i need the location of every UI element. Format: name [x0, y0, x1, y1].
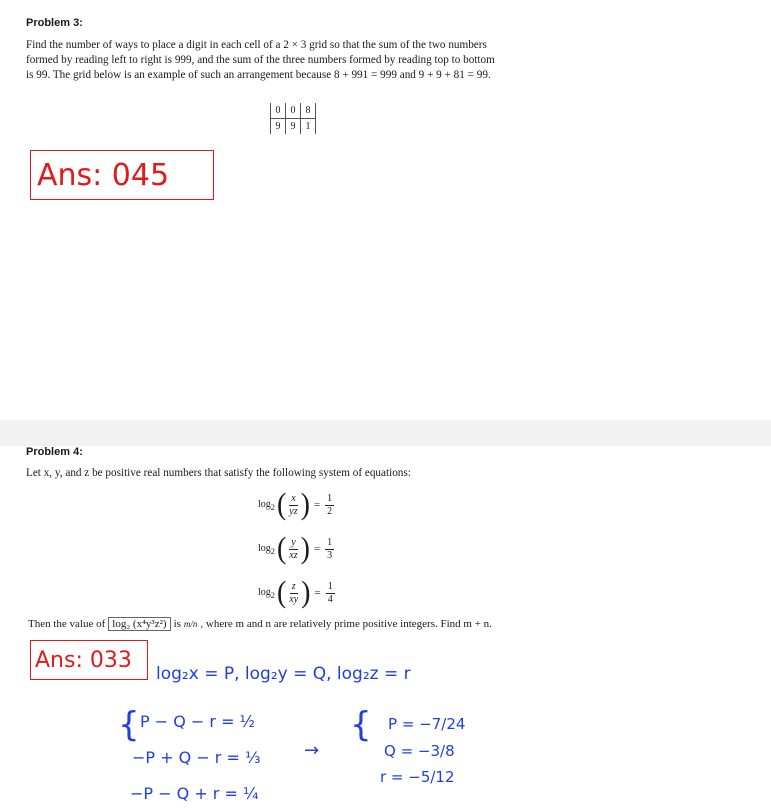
page-separator — [0, 420, 771, 446]
work-eq-1: P − Q − r = ½ — [140, 712, 256, 731]
arrow-icon: → — [304, 740, 320, 761]
log-label: $\log_2$ — [258, 498, 275, 512]
log-label: $\log_2$ — [258, 542, 275, 556]
problem-4-question — [28, 617, 492, 631]
right-system-brace-icon: { — [350, 705, 372, 745]
tail-text: , where m and n are relatively prime positive integers. Find m + n. — [200, 618, 492, 630]
eq1-rhs-num: 1 — [327, 492, 333, 504]
eq3-rhs-num: 1 — [327, 580, 333, 592]
eq1-rhs-den: 2 — [327, 505, 333, 517]
problem-3-answer: Ans: 045 — [30, 150, 214, 200]
work-definitions: log₂x = P, log₂y = Q, log₂z = r — [156, 664, 411, 684]
problem-3-title: Problem 3: — [26, 17, 83, 29]
grid-cell: 9 — [286, 119, 301, 135]
work-sol-q: Q = −3/8 — [384, 742, 455, 760]
work-sol-r: r = −5/12 — [380, 768, 455, 786]
work-eq-3: −P − Q + r = ¼ — [130, 784, 259, 803]
eq2-num: y — [291, 536, 296, 548]
grid-cell: 1 — [301, 119, 316, 135]
problem-3-line-2: formed by reading left to right is 999, and the sum of the three numbers formed by reading top to bottom — [26, 54, 495, 66]
abs-expression: log₂ (x⁴y³z²) — [108, 617, 170, 631]
log-label: $\log_2$ — [258, 586, 275, 600]
left-brace-icon: { — [118, 705, 140, 745]
grid-cell: 9 — [275, 121, 281, 132]
work-eq-2: −P + Q − r = ⅓ — [132, 748, 261, 767]
grid-cell: 0 — [286, 103, 301, 119]
problem-3-line-3: is 99. The grid below is an example of such an arrangement because 8 + 991 = 999 and 9 + 9 + 81 = 99. — [26, 69, 491, 81]
problem-4-intro: Let x, y, and z be positive real numbers that satisfy the following system of equations: — [26, 467, 411, 479]
m-over-n: m/n — [183, 619, 198, 629]
equation-2: $\log_2$ ( $\frac{y}{xz}$ ) = $\frac{1}{3}$ — [258, 531, 333, 566]
then-text: Then the value of — [28, 618, 106, 630]
problem-4-title: Problem 4: — [26, 446, 83, 458]
grid-cell: 0 — [271, 103, 286, 119]
equation-3: $\log_2$ ( $\frac{z}{xy}$ ) = $\frac{1}{4}$ — [258, 575, 333, 610]
eq2-rhs-num: 1 — [327, 536, 333, 548]
example-grid — [270, 103, 316, 134]
eq3-den: xy — [289, 593, 299, 605]
problem-3-line-1: Find the number of ways to place a digit in each cell of a 2 × 3 grid so that the sum of the two numbers — [26, 39, 487, 51]
grid-cell: 8 — [301, 103, 316, 119]
eq1-num: x — [291, 492, 296, 504]
eq2-den: xz — [289, 549, 298, 561]
problem-3-statement — [26, 38, 586, 83]
eq1-den: yz — [289, 505, 298, 517]
problem-4-answer: Ans: 033 — [30, 640, 148, 680]
eq3-rhs-den: 4 — [327, 593, 333, 605]
is-text: is — [173, 618, 181, 630]
eq3-num: z — [291, 580, 296, 592]
equation-1: $\log_2$ ( $\frac{x}{yz}$ ) = $\frac{1}{2}$ — [258, 487, 333, 522]
eq2-rhs-den: 3 — [327, 549, 333, 561]
work-sol-p: P = −7/24 — [388, 715, 466, 733]
